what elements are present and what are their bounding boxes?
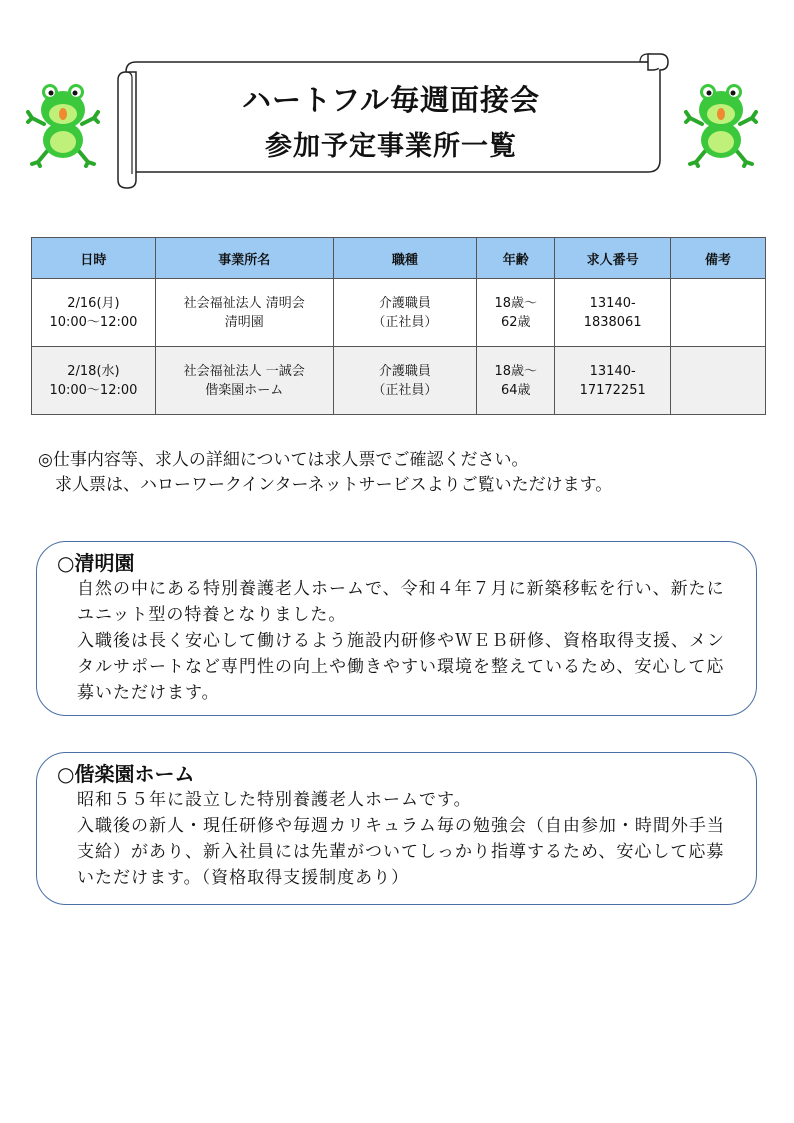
table-header-row — [32, 238, 766, 279]
cell-datetime — [32, 347, 156, 415]
facility-title: ○清明園 — [57, 551, 135, 575]
office-name-text: 清明園 — [224, 314, 264, 330]
job-text: 介護職員 — [378, 363, 431, 379]
cell-office — [155, 347, 333, 415]
table-row — [32, 347, 766, 415]
facility-description — [77, 787, 741, 891]
age-max-text: 64歳 — [500, 382, 531, 398]
scroll-banner — [112, 50, 670, 190]
job-number-part2: 1838061 — [583, 314, 642, 330]
job-type-text: （正社員） — [372, 314, 438, 330]
date-text: 2/18(水) — [67, 363, 120, 379]
office-name-text: 偕楽園ホーム — [205, 382, 284, 398]
cell-datetime — [32, 279, 156, 347]
office-org-text: 社会福祉法人 一誠会 — [183, 363, 305, 379]
job-text: 介護職員 — [378, 295, 431, 311]
age-min-text: 18歳～ — [494, 363, 538, 379]
cell-job — [333, 279, 477, 347]
header-office: 事業所名 — [155, 238, 333, 279]
age-min-text: 18歳～ — [494, 295, 538, 311]
header-age: 年齢 — [477, 238, 555, 279]
age-max-text: 62歳 — [500, 314, 531, 330]
job-number-part1: 13140- — [589, 363, 636, 379]
frog-icon — [684, 78, 758, 168]
time-text: 10:00～12:00 — [49, 382, 138, 398]
date-text: 2/16(月) — [67, 295, 120, 311]
cell-job-number — [555, 279, 671, 347]
page-title: ハートフル毎週面接会 — [242, 83, 540, 117]
time-text: 10:00～12:00 — [49, 314, 138, 330]
header-job: 職種 — [333, 238, 477, 279]
job-number-part1: 13140- — [589, 295, 636, 311]
job-type-text: （正社員） — [372, 382, 438, 398]
cell-remarks — [671, 347, 766, 415]
cell-remarks — [671, 279, 766, 347]
header-datetime: 日時 — [32, 238, 156, 279]
table-row — [32, 279, 766, 347]
note-line: ◎仕事内容等、求人の詳細については求人票でご確認ください。 — [38, 450, 529, 470]
header-remarks: 備考 — [671, 238, 766, 279]
facility-box-seimeien — [36, 541, 757, 716]
header-job-number: 求人番号 — [555, 238, 671, 279]
job-number-part2: 17172251 — [579, 382, 646, 398]
note-block — [38, 448, 612, 498]
note-line: 求人票は、ハローワークインターネットサービスよりご覧いただけます。 — [38, 475, 613, 495]
cell-job — [333, 347, 477, 415]
facility-description — [77, 576, 741, 706]
description-paragraph: 入職後は長く安心して働けるよう施設内研修やＷＥＢ研修、資格取得支援、メンタルサポートなど専門性の向上や働きやすい環境を整えているため、安心して応募いただけます。 — [77, 631, 725, 703]
facility-box-kairakuen — [36, 752, 757, 905]
description-paragraph: 自然の中にある特別養護老人ホームで、令和４年７月に新築移転を行い、新たにユニット型の特養となりました。 — [77, 579, 725, 625]
schedule-table — [31, 237, 766, 415]
description-paragraph: 入職後の新人・現任研修や毎週カリキュラム毎の勉強会（自由参加・時間外手当支給）があり、新入社員には先輩がついてしっかり指導するため、安心して応募いただけます。（資格取得支援制度あり） — [77, 816, 725, 888]
frog-icon — [26, 78, 100, 168]
cell-job-number — [555, 347, 671, 415]
page-subtitle: 参加予定事業所一覧 — [265, 131, 517, 162]
office-org-text: 社会福祉法人 清明会 — [183, 295, 305, 311]
description-paragraph: 昭和５５年に設立した特別養護老人ホームです。 — [77, 790, 472, 810]
facility-title: ○偕楽園ホーム — [57, 762, 195, 786]
cell-age — [477, 347, 555, 415]
cell-office — [155, 279, 333, 347]
cell-age — [477, 279, 555, 347]
